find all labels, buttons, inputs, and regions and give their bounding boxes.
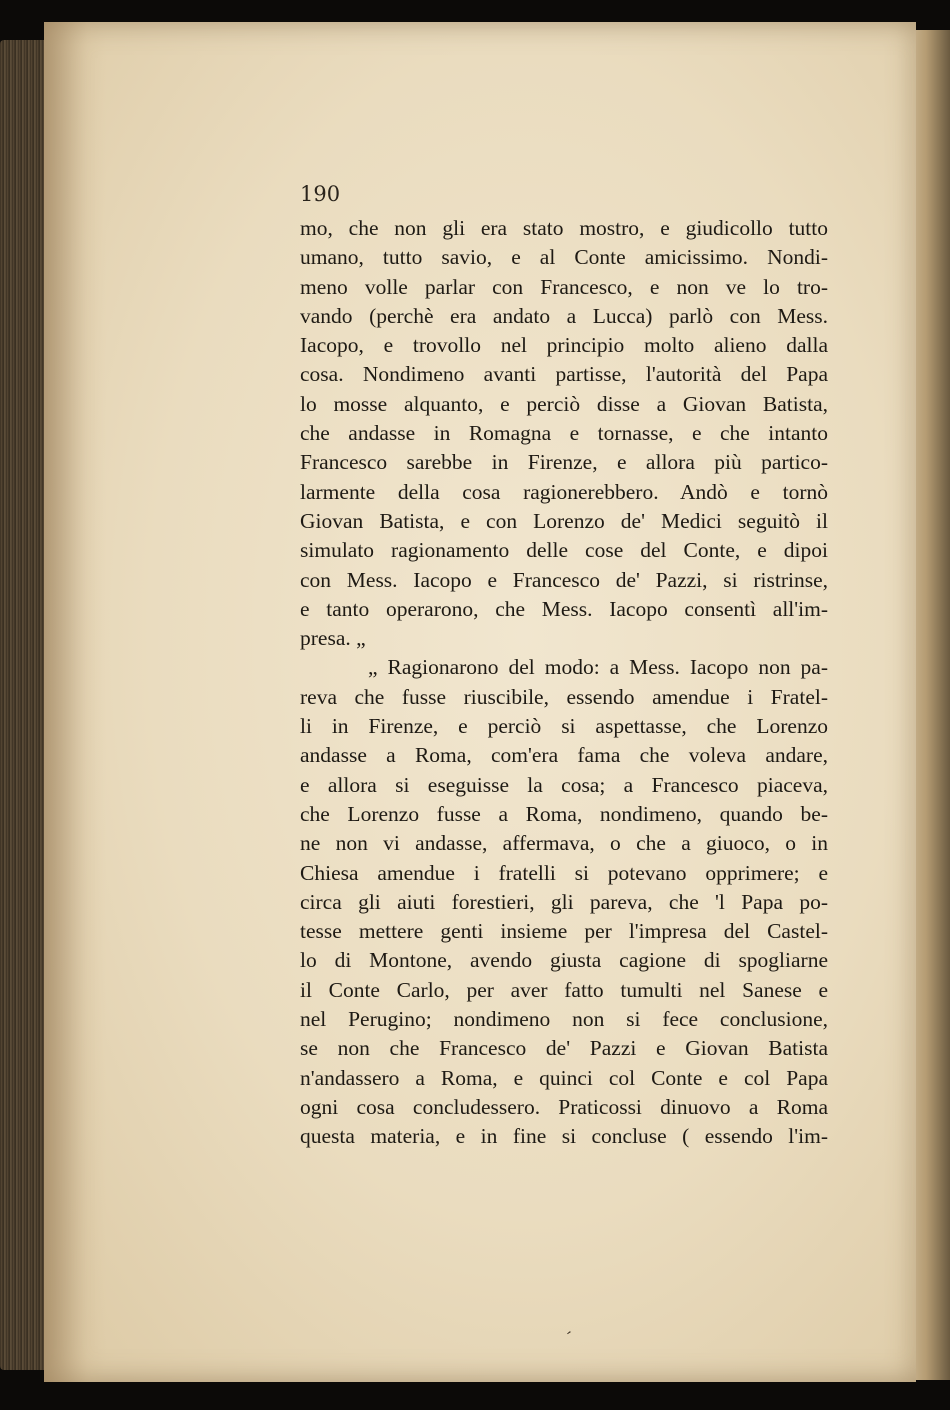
- text-line: n'andassero a Roma, e quinci col Conte e col Papa: [300, 1065, 828, 1090]
- text-line: presa. „: [300, 626, 366, 651]
- text-line: larmente della cosa ragionerebbero. Andò e tornò: [300, 479, 828, 504]
- text-line: ogni cosa concludessero. Praticossi dinuovo a Roma: [300, 1094, 828, 1119]
- text-line: tesse mettere genti insieme per l'impresa del Castel-: [300, 919, 828, 944]
- text-line: meno volle parlar con Francesco, e non ve lo tro-: [300, 274, 828, 299]
- text-line: „ Ragionarono del modo: a Mess. Iacopo non pa-: [368, 655, 828, 680]
- text-line: vando (perchè era andato a Lucca) parlò con Mess.: [300, 303, 828, 328]
- page-text: [300, 214, 828, 1152]
- text-line: cosa. Nondimeno avanti partisse, l'autorità del Papa: [300, 362, 828, 387]
- text-line: il Conte Carlo, per aver fatto tumulti nel Sanese e: [300, 977, 828, 1002]
- page-number: 190: [300, 182, 341, 206]
- text-line: questa materia, e in fine si concluse ( essendo l'im-: [300, 1124, 828, 1149]
- text-line: umano, tutto savio, e al Conte amicissimo. Nondi-: [300, 245, 828, 270]
- text-line: li in Firenze, e perciò si aspettasse, che Lorenzo: [300, 714, 828, 739]
- text-line: e tanto operarono, che Mess. Iacopo consentì all'im-: [300, 596, 828, 621]
- text-line: se non che Francesco de' Pazzi e Giovan Batista: [300, 1036, 828, 1061]
- text-line: Giovan Batista, e con Lorenzo de' Medici seguitò il: [300, 508, 828, 533]
- text-line: nel Perugino; nondimeno non si fece conclusione,: [300, 1007, 828, 1032]
- text-line: ne non vi andasse, affermava, o che a giuoco, o in: [300, 831, 828, 856]
- text-line: simulato ragionamento delle cose del Conte, e dipoi: [300, 538, 828, 563]
- text-line: che Lorenzo fusse a Roma, nondimeno, quando be-: [300, 801, 828, 826]
- text-line: Iacopo, e trovollo nel principio molto alieno dalla: [300, 333, 828, 358]
- text-line: che andasse in Romagna e tornasse, e che intanto: [300, 421, 828, 446]
- text-line: andasse a Roma, com'era fama che voleva andare,: [300, 743, 828, 768]
- text-line: Francesco sarebbe in Firenze, e allora più partico-: [300, 450, 828, 475]
- text-line: reva che fusse riuscibile, essendo amendue i Fratel-: [300, 684, 828, 709]
- text-line: con Mess. Iacopo e Francesco de' Pazzi, si ristrinse,: [300, 567, 828, 592]
- text-line: lo di Montone, avendo giusta cagione di spogliarne: [300, 948, 828, 973]
- book-page-edges-right: [910, 30, 950, 1380]
- text-line: e allora si eseguisse la cosa; a Francesco piaceva,: [300, 772, 828, 797]
- text-line: mo, che non gli era stato mostro, e giudicollo tutto: [300, 216, 828, 240]
- text-line: circa gli aiuti forestieri, gli pareva, che 'l Papa po-: [300, 889, 828, 914]
- text-line: lo mosse alquanto, e perciò disse a Giovan Batista,: [300, 391, 828, 416]
- stray-ink-mark: ′: [561, 1327, 573, 1350]
- text-line: Chiesa amendue i fratelli si potevano opprimere; e: [300, 860, 828, 885]
